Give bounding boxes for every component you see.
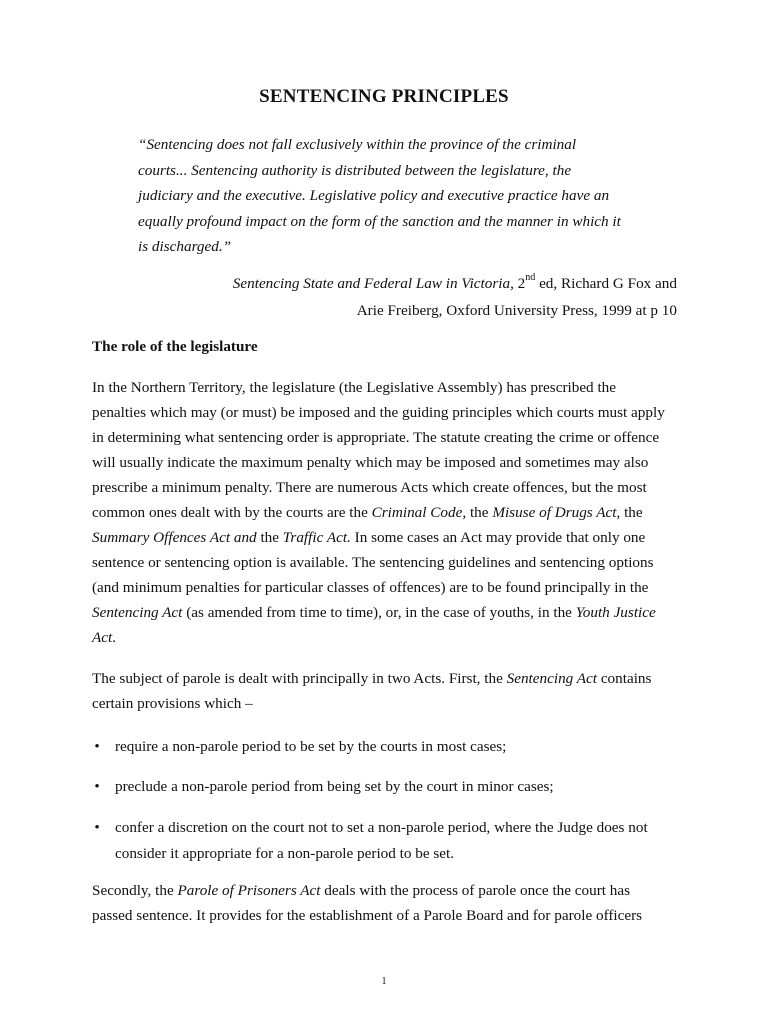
paragraph-line: common ones dealt with by the courts are the Criminal Code, the Misuse of Drugs Act, the: [92, 504, 643, 521]
quote-line: is discharged.”: [138, 238, 232, 255]
citation-superscript: nd: [525, 271, 536, 283]
citation-line-1: Sentencing State and Federal Law in Victoria, 2nd ed, Richard G Fox and: [232, 271, 677, 292]
paragraph-parole-act: Secondly, the Parole of Prisoners Act deals with the process of parole once the court has passed sentence. It provides for the establishment of a Parole Board and for parole officers: [92, 878, 682, 928]
citation-line-2: Arie Freiberg, Oxford University Press, 1999 at p 10: [356, 302, 677, 319]
bullet-marker: •: [94, 778, 100, 795]
bullet-marker: •: [94, 738, 100, 755]
quote-line: judiciary and the executive. Legislative policy and executive practice have an: [138, 187, 610, 204]
paragraph-line: Secondly, the Parole of Prisoners Act deals with the process of parole once the court has: [92, 882, 631, 899]
document-title: SENTENCING PRINCIPLES: [259, 86, 509, 107]
paragraph-line: Act.: [92, 629, 117, 646]
bullet-marker: •: [94, 819, 100, 836]
citation-book-title: Sentencing State and Federal Law in Victoria: [232, 275, 511, 292]
page-number: 1: [381, 976, 387, 987]
document-page: SENTENCING PRINCIPLES “Sentencing does not fall exclusively within the province of the criminal courts... Sentencing authority is distributed between the legislature, the judiciary and the executive. Legislative policy and executive practice have an equally profound impact on the form of the sanction and the manner in which it is discharged.” Sentencing State and Federal Law in Victoria, 2nd ed, Richard G Fox and Arie Freiberg, Oxford University Press, 1999 at p 10 The role of the legislature In the Northern Territory, the legislature (the Legislative Assembly) has prescribed the penalties which may (or must) be imposed and the guiding principles which courts must apply in determining what sentencing order is appropriate. The statute creating the crime or offence will usually indicate the maximum penalty which may be imposed and sometimes may also prescribe a minimum penalty. There are numerous Acts which create offences, but the most common ones dealt with by the courts are the Criminal Code, the Misuse of Drugs Act, the Summary Offences Act and the Traffic Act. In some cases an Act may provide that only one sentence or sentencing option is available. The sentencing guidelines and sentencing options (and minimum penalties for particular classes of offences) are to be found principally in the Sentencing Act (as amended from time to time), or, in the case of youths, in the Youth Justice Act. The subject of parole is dealt with principally in two Acts. First, the Sentencing Act contains certain provisions which – • require a non-parole period to be set by the courts in most cases; • preclude a non-parole period from being set by the court in minor cases; • confer a discretion on the court not to set a non-parole period, where the Judge does not consider it appropriate for a non-parole period to be set. Secondly, the Parole of Prisoners Act deals with the process of parole once the court has passed sentence. It provides for the establishment of a Parole Board and for parole officers 1: [0, 0, 768, 1024]
paragraph-parole-intro: The subject of parole is dealt with principally in two Acts. First, the Sentencing Act contains certain provisions which –: [92, 666, 682, 716]
quote-line: equally profound impact on the form of the sanction and the manner in which it: [138, 212, 621, 230]
epigraph-quote: [138, 132, 658, 260]
paragraph-line: The subject of parole is dealt with principally in two Acts. First, the Sentencing Act contains: [92, 670, 652, 687]
paragraph-line: Summary Offences Act and the Traffic Act. In some cases an Act may provide that only one: [92, 529, 646, 546]
paragraph-line: Sentencing Act (as amended from time to time), or, in the case of youths, in the Youth Justice: [92, 604, 656, 621]
quote-citation: [233, 270, 677, 324]
quote-line: “Sentencing does not fall exclusively within the province of the criminal: [138, 136, 577, 153]
quote-line: courts... Sentencing authority is distributed between the legislature, the: [138, 161, 572, 179]
paragraph-legislature: In the Northern Territory, the legislature (the Legislative Assembly) has prescribed the penalties which may (or must) be imposed and the guiding principles which courts must apply in determining what sentencing order is appropriate. The statute creating the crime or offence will usually indicate the maximum penalty which may be imposed and sometimes may also prescribe a minimum penalty. There are numerous Acts which create offences, but the most common ones dealt with by the courts are the Criminal Code, the Misuse of Drugs Act, the Summary Offences Act and the Traffic Act. In some cases an Act may provide that only one sentence or sentencing option is available. The sentencing guidelines and sentencing options (and minimum penalties for particular classes of offences) are to be found principally in the Sentencing Act (as amended from time to time), or, in the case of youths, in the Youth Justice Act.: [92, 375, 682, 650]
section-heading: The role of the legislature: [92, 338, 258, 355]
